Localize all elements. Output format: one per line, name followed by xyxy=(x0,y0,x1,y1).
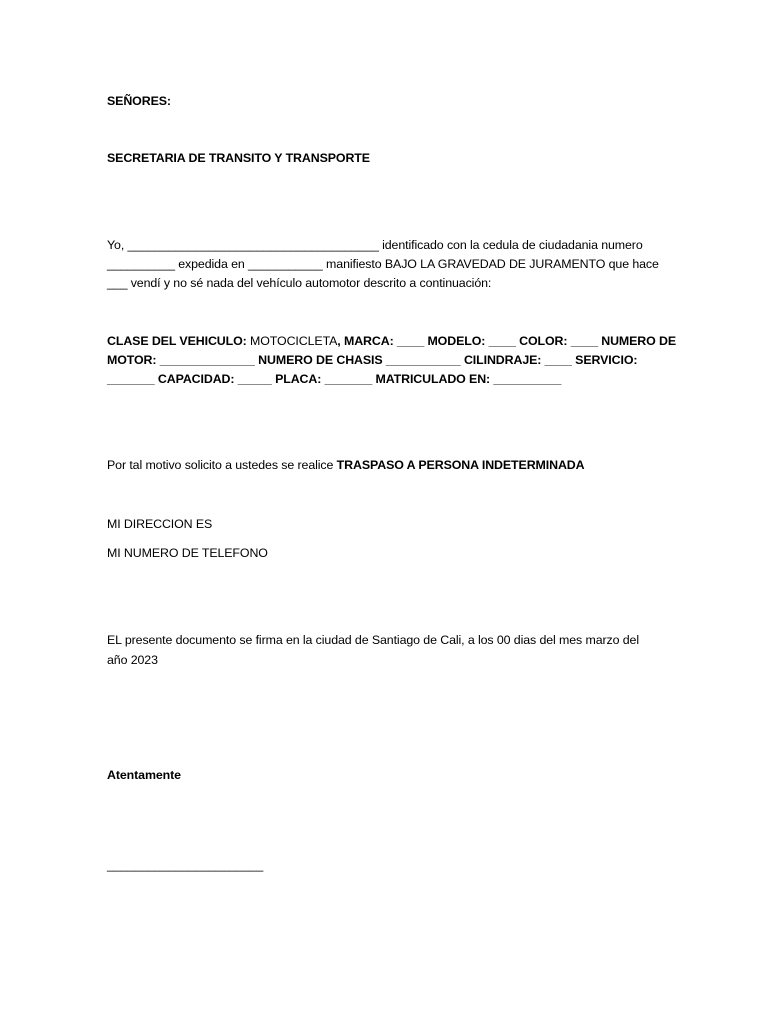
vehicle-line-2: MOTOR: ______________ NUMERO DE CHASIS ___________ CILINDRAJE: ____ SERVICIO: xyxy=(107,353,638,367)
request-text: Por tal motivo solicito a ustedes se realice xyxy=(107,458,337,472)
addressee-entity: SECRETARIA DE TRANSITO Y TRANSPORTE xyxy=(107,151,370,165)
vehicle-class-value: MOTOCICLETA xyxy=(250,334,338,348)
signing-line-2: año 2023 xyxy=(107,653,158,667)
closing-text: Atentamente xyxy=(107,768,181,782)
phone-label: MI NUMERO DE TELEFONO xyxy=(107,546,268,560)
vehicle-line-1 xyxy=(107,332,676,351)
vehicle-line-3: _______ CAPACIDAD: _____ PLACA: _______ MATRICULADO EN: __________ xyxy=(107,372,562,386)
signing-line-1: EL presente documento se firma en la ciudad de Santiago de Cali, a los 00 dias del mes marzo del xyxy=(107,633,640,647)
body-line-3: ___ vendí y no sé nada del vehículo automotor descrito a continuación: xyxy=(107,276,492,290)
addressee-greeting: SEÑORES: xyxy=(107,94,171,108)
body-line-2: __________ expedida en ___________ manifiesto BAJO LA GRAVEDAD DE JURAMENTO que hace xyxy=(107,257,659,271)
request-emphasis: TRASPASO A PERSONA INDETERMINADA xyxy=(336,458,585,472)
vehicle-class-label: CLASE DEL VEHICULO: xyxy=(107,334,251,348)
address-label: MI DIRECCION ES xyxy=(107,517,213,531)
signature-line: _______________________ xyxy=(107,858,264,872)
vehicle-line-1-rest: , MARCA: ____ MODELO: ____ COLOR: ____ NUMERO DE xyxy=(337,334,677,348)
body-line-1: Yo, _____________________________________ identificado con la cedula de ciudadania numero xyxy=(107,238,643,252)
request-line xyxy=(107,456,585,475)
